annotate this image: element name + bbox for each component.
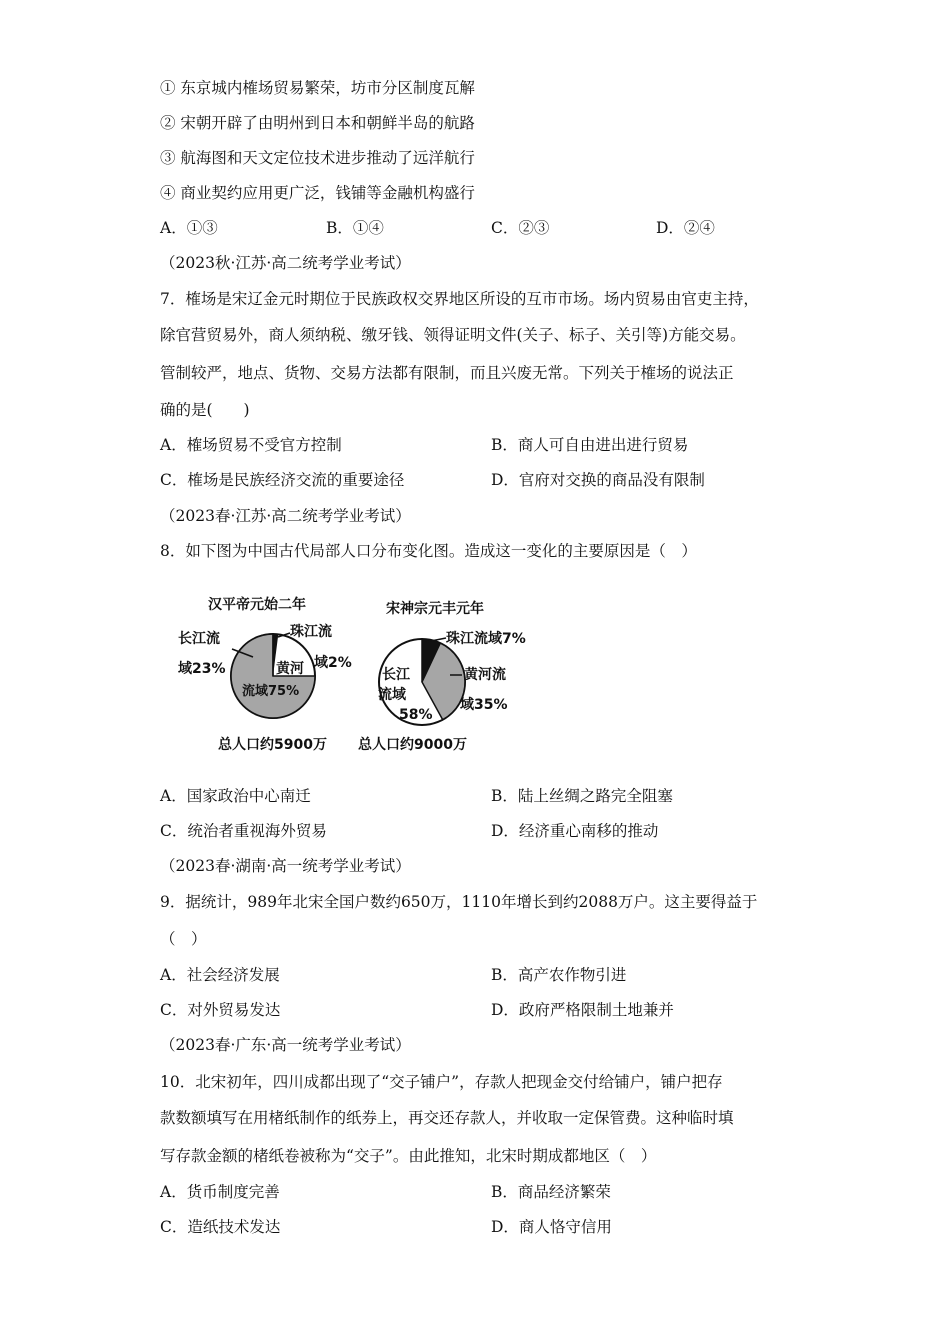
q7-option-c[interactable]: C．榷场是民族经济交流的重要途径 [160, 471, 405, 489]
q10-source: （2023春·广东·高一统考学业考试） [160, 1036, 411, 1054]
q7-stem-1: 7．榷场是宋辽金元时期位于民族政权交界地区所设的互市市场。场内贸易由官吏主持， [160, 290, 759, 308]
left-pie-total: 总人口约5900万 [218, 737, 327, 753]
q8-option-b[interactable]: B．陆上丝绸之路完全阻塞 [491, 787, 673, 805]
q8-option-c[interactable]: C．统治者重视海外贸易 [160, 822, 327, 840]
q8-stem: 8．如下图为中国古代局部人口分布变化图。造成这一变化的主要原因是（ ） [160, 542, 697, 560]
left-label-huanghe-1: 黄河 [276, 661, 304, 677]
q10-option-c[interactable]: C．造纸技术发达 [160, 1218, 281, 1236]
statement-2: ② 宋朝开辟了由明州到日本和朝鲜半岛的航路 [160, 114, 475, 132]
q10-stem-3: 写存款金额的楮纸卷被称为“交子”。由此推知，北宋时期成都地区（ ） [160, 1147, 657, 1165]
population-pie-svg [160, 585, 560, 765]
right-pie-title: 宋神宗元丰元年 [386, 601, 484, 617]
q9-option-d[interactable]: D．政府严格限制土地兼并 [491, 1001, 674, 1019]
q9-option-a[interactable]: A．社会经济发展 [160, 966, 280, 984]
left-pie-title: 汉平帝元始二年 [208, 597, 306, 613]
q9-stem-1: 9．据统计，989年北宋全国户数约650万，1110年增长到约2088万户。这主要得益于 [160, 893, 758, 911]
statement-1: ① 东京城内榷场贸易繁荣，坊市分区制度瓦解 [160, 79, 475, 97]
q10-option-d[interactable]: D．商人恪守信用 [491, 1218, 612, 1236]
left-label-zhujiang-1: 珠江流 [290, 624, 332, 640]
q9-option-b[interactable]: B．高产农作物引进 [491, 966, 627, 984]
q9-option-c[interactable]: C．对外贸易发达 [160, 1001, 281, 1019]
q10-option-a[interactable]: A．货币制度完善 [160, 1183, 280, 1201]
left-label-zhujiang-2: 域2% [314, 655, 352, 671]
q10-stem-1: 10．北宋初年，四川成都出现了“交子铺户”，存款人把现金交付给铺户，铺户把存 [160, 1073, 723, 1091]
right-label-huanghe-2: 域35% [460, 697, 508, 713]
statement-4: ④ 商业契约应用更广泛，钱铺等金融机构盛行 [160, 184, 475, 202]
q7-stem-3: 管制较严，地点、货物、交易方法都有限制，而且兴废无常。下列关于榷场的说法正 [160, 364, 734, 382]
q10-stem-2: 款数额填写在用楮纸制作的纸券上，再交还存款人，并收取一定保管费。这种临时填 [160, 1109, 734, 1127]
q9-source: （2023春·湖南·高一统考学业考试） [160, 857, 411, 875]
q7-stem-2: 除官营贸易外，商人须纳税、缴牙钱、领得证明文件(关子、标子、关引等)方能交易。 [160, 326, 746, 344]
statement-3: ③ 航海图和天文定位技术进步推动了远洋航行 [160, 149, 475, 167]
q6-option-d[interactable]: D．②④ [656, 219, 715, 237]
q7-stem-4: 确的是( ) [160, 401, 250, 419]
right-label-zhujiang: 珠江流域7% [446, 631, 526, 647]
right-label-changjiang-3: 58% [399, 707, 433, 723]
q7-option-b[interactable]: B．商人可自由进出进行贸易 [491, 436, 689, 454]
left-label-changjiang-2: 域23% [178, 661, 226, 677]
left-label-huanghe-2: 流域75% [242, 684, 300, 699]
right-label-changjiang-1: 长江 [382, 667, 410, 683]
q10-option-b[interactable]: B．商品经济繁荣 [491, 1183, 611, 1201]
q7-option-d[interactable]: D．官府对交换的商品没有限制 [491, 471, 705, 489]
q7-source: （2023秋·江苏·高二统考学业考试） [160, 254, 411, 272]
q8-option-a[interactable]: A．国家政治中心南迁 [160, 787, 311, 805]
q6-option-a[interactable]: A．①③ [160, 219, 218, 237]
q6-option-c[interactable]: C．②③ [491, 219, 550, 237]
right-label-huanghe-1: 黄河流 [464, 667, 506, 683]
q9-stem-2: （ ） [160, 930, 207, 948]
q6-option-b[interactable]: B．①④ [326, 219, 384, 237]
right-pie-total: 总人口约9000万 [358, 737, 467, 753]
q8-option-d[interactable]: D．经济重心南移的推动 [491, 822, 659, 840]
right-label-changjiang-2: 流域 [378, 687, 406, 703]
q8-source: （2023春·江苏·高二统考学业考试） [160, 507, 411, 525]
left-label-changjiang-1: 长江流 [178, 631, 220, 647]
population-pie-figure [160, 585, 560, 765]
q7-option-a[interactable]: A．榷场贸易不受官方控制 [160, 436, 342, 454]
